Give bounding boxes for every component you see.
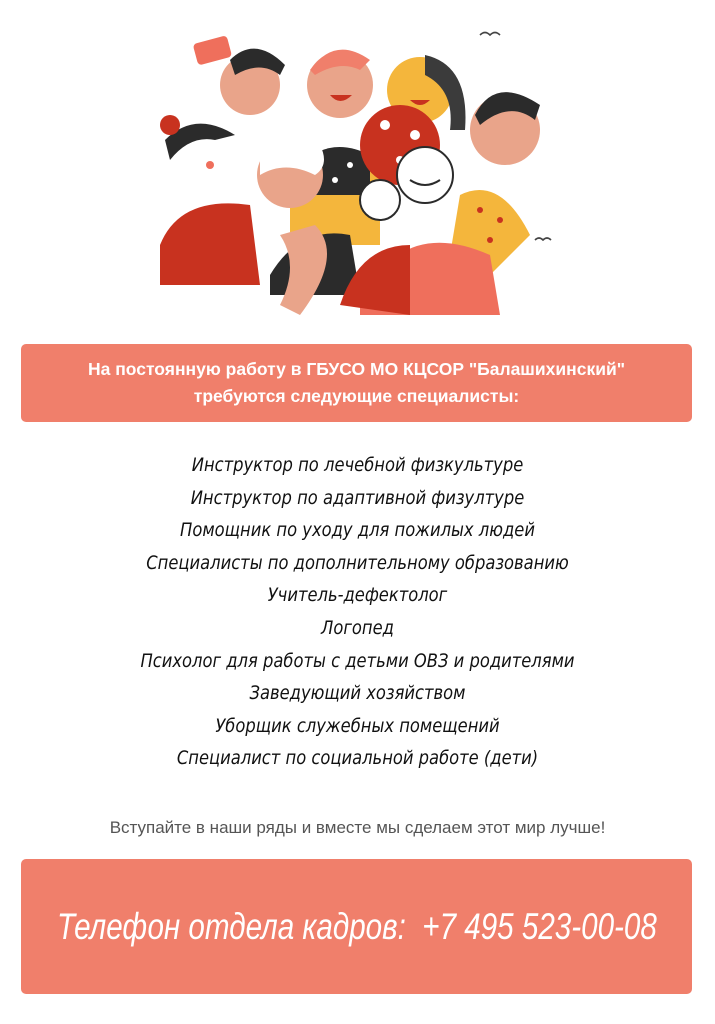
header-line-1: На постоянную работу в ГБУСО МО КЦСОР "Балашихинский" — [87, 359, 626, 379]
vacancy-item: Специалист по социальной работе (дети) — [176, 747, 539, 770]
vacancy-item: Психолог для работы с детьми ОВЗ и родителями — [140, 649, 575, 672]
header-banner — [21, 344, 692, 422]
vacancy-item: Заведующий хозяйством — [249, 682, 466, 705]
vacancy-item: Инструктор по лечебной физкультуре — [191, 454, 524, 476]
moon-icon — [155, 25, 172, 48]
phone-number[interactable]: +7 495 523-00-08 — [421, 905, 657, 947]
bird-icon — [535, 238, 551, 240]
bird-icon — [480, 33, 500, 36]
vacancy-list — [0, 449, 715, 775]
vacancy-item: Помощник по уходу для пожилых людей — [180, 519, 535, 542]
contact-banner — [21, 859, 692, 994]
contact-label: Телефон отдела кадров: — [56, 905, 406, 947]
vacancy-item: Специалисты по дополнительному образованию — [146, 551, 569, 574]
vacancy-item: Учитель-дефектолог — [267, 584, 448, 607]
header-line-2: требуются следующие специалисты: — [193, 386, 520, 406]
vacancy-item: Уборщик служебных помещений — [215, 714, 500, 737]
motto-text: Вступайте в наши ряды и вместе мы сделаем этот мир лучше! — [109, 818, 606, 837]
vacancy-item: Логопед — [321, 616, 394, 639]
people-crowd-illustration — [140, 15, 560, 315]
vacancy-item: Инструктор по адаптивной физултуре — [190, 486, 525, 509]
contact-text — [57, 906, 657, 948]
